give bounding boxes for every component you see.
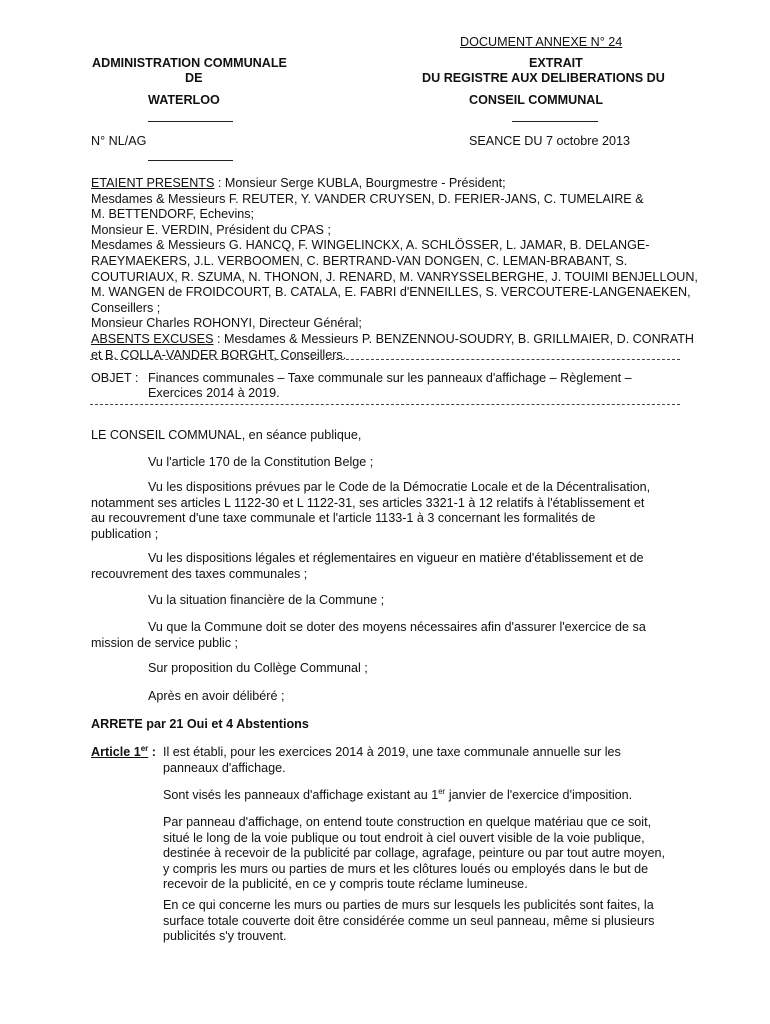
paragraph-line: panneaux d'affichage. [163,760,286,775]
attendance-line: : Monsieur Serge KUBLA, Bourgmestre - Président; [214,176,506,190]
paragraph-line: y compris les murs ou parties de murs et les clôtures loués ou employés dans le but de [163,861,649,876]
objet-label: OBJET : [91,371,139,385]
administration-line-1: ADMINISTRATION COMMUNALE [92,56,287,70]
apres-delibere: Après en avoir délibéré ; [148,689,285,703]
paragraph-line: destinée à recevoir de la publicité par collage, agrafage, peinture ou par tout autre moyen, [163,846,665,861]
extrait-line-1: EXTRAIT [529,56,583,70]
article-1-label-text: Article 1 [91,745,141,759]
paragraph-line: Vu les dispositions prévues par le Code de la Démocratie Locale et de la Décentralisation, [148,480,651,494]
objet-bottom-divider [90,404,680,405]
arrete-heading: ARRETE par 21 Oui et 4 Abstentions [91,717,309,731]
attendance-block [91,176,731,363]
attendance-line: Mesdames & Messieurs G. HANCQ, F. WINGELINCKX, A. SCHLÖSSER, L. JAMAR, B. DELANGE- [91,238,650,253]
paragraph-line: notamment ses articles L 1122-30 et L 1122-31, ses articles 3321-1 à 12 relatifs à l'établissement et [91,495,645,510]
paragraph-line: Vu les dispositions légales et réglementaires en vigueur en matière d'établissement et de [148,551,644,565]
administration-line-3: WATERLOO [148,93,220,107]
article-1-label-sup: er [140,744,149,753]
objet-line-2: Exercices 2014 à 2019. [148,386,280,400]
reference-number: N° NL/AG [91,134,147,148]
attendance-line: Mesdames & Messieurs F. REUTER, Y. VANDER CRUYSEN, D. FERIER-JANS, C. TUMELAIRE & [91,191,644,206]
paragraph-line: mission de service public ; [91,635,238,650]
objet-top-divider [90,359,680,360]
absent-line: et B. COLLA-VANDER BORGHT, Conseillers. [91,347,347,362]
council-intro: LE CONSEIL COMMUNAL, en séance publique, [91,428,362,442]
paragraph-line: publication ; [91,526,159,541]
article-1-paragraph-2 [163,788,632,803]
paragraph-line: Par panneau d'affichage, on entend toute construction en quelque matériau que ce soit, [163,815,652,829]
header-right-rule [512,121,598,122]
paragraph-text: janvier de l'exercice d'imposition. [445,788,633,802]
vu-mission-service [91,620,721,651]
absent-line: : Mesdames & Messieurs P. BENZENNOU-SOUDRY, B. GRILLMAIER, D. CONRATH [213,331,695,346]
extrait-line-2: DU REGISTRE AUX DELIBERATIONS DU [422,71,665,85]
attendance-line: Conseillers ; [91,300,161,315]
seance-date: SEANCE DU 7 octobre 2013 [469,134,631,148]
present-label: ETAIENT PRESENTS [91,176,215,190]
attendance-line: COUTURIAUX, R. SZUMA, N. THONON, J. RENARD, M. VANRYSSELBERGHE, J. TOUIMI BENJELLOUN, [91,269,698,284]
vu-constitution: Vu l'article 170 de la Constitution Belge ; [148,455,374,469]
attendance-line: RAEYMAEKERS, J.L. VERBOOMEN, C. BERTRAND-VAN DONGEN, C. LEMAN-BRABANT, S. [91,253,628,268]
article-1-paragraph-3 [163,815,733,893]
attendance-line: M. BETTENDORF, Echevins; [91,207,255,222]
paragraph-line: surface totale couverte doit être considérée comme un seul panneau, même si plusieurs [163,913,655,928]
annex-title: DOCUMENT ANNEXE N° 24 [460,35,623,49]
paragraph-line: Vu que la Commune doit se doter des moyens nécessaires afin d'assurer l'exercice de sa [148,620,646,634]
paragraph-line: recevoir de la publicité, en ce y compris toute réclame lumineuse. [163,877,528,892]
attendance-line: M. WANGEN de FROIDCOURT, B. CATALA, E. FABRI d'ENNEILLES, S. VERCOUTERE-LANGENAEKEN, [91,285,691,300]
paragraph-line: recouvrement des taxes communales ; [91,566,308,581]
sur-proposition: Sur proposition du Collège Communal ; [148,661,368,675]
header-left-rule [148,121,233,122]
paragraph-line: En ce qui concerne les murs ou parties de murs sur lesquels les publicités sont faites, la [163,898,654,912]
paragraph-line: publicités s'y trouvent. [163,929,287,944]
paragraph-sup: er [438,787,446,796]
paragraph-line: Il est établi, pour les exercices 2014 à 2019, une taxe communale annuelle sur les [163,745,621,759]
reference-rule [148,160,233,161]
vu-dispositions-legales [91,551,721,582]
paragraph-line: au recouvrement d'une taxe communale et l'article 1133-1 à 3 concernant les formalités de [91,511,596,526]
extrait-line-3: CONSEIL COMMUNAL [469,93,604,107]
article-1-colon: : [148,745,156,759]
article-1-paragraph-4 [163,898,733,945]
vu-code-democratie [91,480,721,542]
paragraph-text: Sont visés les panneaux d'affichage existant au 1 [163,788,439,802]
absent-label: ABSENTS EXCUSES [91,331,214,346]
administration-line-2: DE [185,71,203,85]
article-1-label [91,745,156,760]
attendance-line: Monsieur Charles ROHONYI, Directeur Général; [91,316,362,331]
attendance-line: Monsieur E. VERDIN, Président du CPAS ; [91,222,331,237]
article-1-paragraph-1 [163,745,733,776]
objet-line-1: Finances communales – Taxe communale sur les panneaux d'affichage – Règlement – [148,371,632,385]
paragraph-line: situé le long de la voie publique ou tout endroit à ciel ouvert visible de la voie publique, [163,830,645,845]
vu-situation-financiere: Vu la situation financière de la Commune ; [148,593,385,607]
